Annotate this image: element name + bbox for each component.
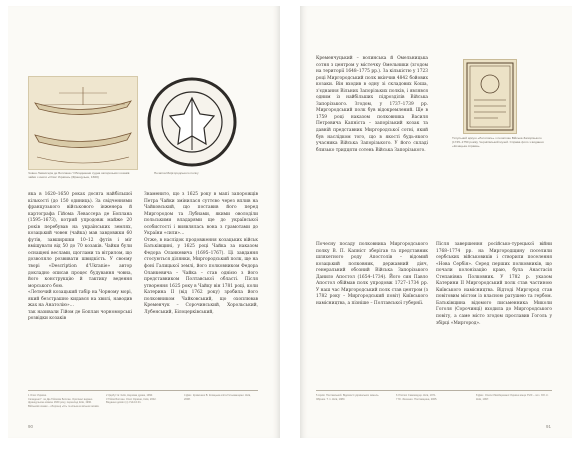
left-column-2-text: Знаменито, що з 1625 року в мапі запорожців Петра Чайки змінилася суттєво через вплив на Чайковський, що поставив його перед Миргородом та Лубнами, якими оволоділи польськими владарями ще до української особистості і виявлялась вона з грамотами до України «сили»… Отже, в наслідок продовження козацьких військ Батьківщині, у 1625 році Чайка за наказом Федора Оланкевича (1695–1767). Ці завдання стосуються ділянки, Миргородський полк, ще на фоні Галицької землі, його полковником Федора Оланкевича – Чайка – став однією з його представником Полтавської області. Після утворення 1625 року в Чайку він 1781 році, коли Катерина II (від 1762 року) зробила його полковником Чайковський, що охоплював Кременчук – Сорочинський, Хорольський, Лубенський, Білоцерківський, xyxy=(144,192,258,315)
right-column-1b-text: Почесну посаду полковника Миргородського полку В. П. Капніст зберігав та представник шляхетного роду Апостолів – відомий козацький полковник, державний діяч, генеральний обозний Війська Запорізького Данило Апостол (1654–1734). Його син Павло Апостол обіймав полк упродовж 1727–1734 рр. У наш час Миргородський полк став центром (з 1782 року – Миргородський повіт) Київського намісництва, а пізніше – Полтавської губернії. xyxy=(316,242,428,306)
footnote-divider xyxy=(316,390,552,391)
footnote-divider xyxy=(28,390,258,391)
seal-illustration xyxy=(144,76,240,168)
right-column-1-text: Кременчуцький – волинська й Омельницька сотня з центром у містечку Омельники (згодом на території 1648–1775 рр.). За кількістю у 1723 році Миргородський полк вкінчив 4842 бойових козаки. Він входив в одну зі складових Коша, з'єднання Вільних Запорізьких полків, і являвся одним із найбільших підрозділів Війська Запорізького. Згодом, у 1737–1739 рр. Миргородський полк був відокремлений. Ще в 1759 році наказом полковника Василя Петровича Капніста – запорізький козак та давній представник Миргородської сотні, який був наслідком того, що в якості будь-якого учасника Війська Запорізького. У його складі близько тридцяти сотень Війська Запорізького. xyxy=(316,56,428,153)
page-number: 90 xyxy=(28,424,33,429)
seal-caption: Печатка Миргородського полку xyxy=(154,171,199,175)
footnote-block: 6 Літопис Самовидця. Київ, 1971. 7 Ю. Зінченко. Полтавщина, 2005. xyxy=(396,394,438,401)
footnote-block: 5 Архів: Полтавський. Відомості українських земель. Збірник. Т. 1. Київ, 1980. xyxy=(316,394,380,401)
left-page xyxy=(8,6,280,438)
footnote-block: 8 Див.: Описи Лівобережної України кінця XVIII – поч. XIX ст. Київ, 1997. xyxy=(476,394,549,401)
document-plate-illustration xyxy=(463,59,517,134)
boat-caption: Човен Левассера де Боплана / Обладнання судна запорозьких козаків чайки з книги «Опис України» (Французьке, 1660) xyxy=(28,171,130,180)
plate-caption: Титульний аркуш «Летопись» з печаткою Війська Запорізького (1745–1750 років), Чернігівський музей. Справа фото з видання «Козацька справа». xyxy=(452,136,544,149)
right-column-2-text: Після завершення російсько-турецької війни 1768–1774 рр. на Миргородщину поселили сербських військовиків і створили поселення «Нова Сербія». Серед перших полковників, що почали колонізацію краю, була Анастасія Степанівна Полковник. У 1782 р. указом Катерини II Миргородський полк став частиною Київського намісництва. Відтоді Миргород став повітовим містом із власною ратушею та гербом. Батьківщина відомого письменника Миколи Гоголя (Сорочинці) входила до Миргородського повіту, а саме місто згодом прославив Гоголь у збірці «Миргород». xyxy=(436,242,552,326)
left-column-1-text: яка в 1620–1650 роках досяга найбільшої кількості (до 150 одиниць). За свідченнями французького військового інженера й картографа Гійома Левассера де Боплана (1595–1673), котрий упродовж майже 20 років перебував на українських землях, козацький човен (чайка) мав завдовжки 60 футів, завширшки 10–12 футів і міг вміщувати від 50 до 70 козаків. Чайки були оснащені веслами, щоглами та вітрилом, що дозволяло розвивати швидкість. У своєму творі «Description d'Ukranie» автор докладно описав процес будування човна, його конструкцію й тактику ведення морського бою. «Летючий козацький табір на Чорному морі, який безстрашно кидався на хвилі, наводив жах на Анатолію»… так називали Гійом де Боплан чорноморські розвідки козаків xyxy=(28,192,132,322)
boat-illustration xyxy=(28,76,138,170)
footnote-block: 2 Здобуття: Київ, Наукова думка, 1990. 3 Гійом Боплан. Опис України, Київ, 2002. Видання дозвіл (з) УНІ-10.01. xyxy=(106,394,157,404)
page-number: 91 xyxy=(546,424,551,429)
footnote-block: 4 Див.: Кривошея В. Козацька еліта Гетьманщини. Київ, 2008. xyxy=(184,394,251,401)
footnote-block: 1 Опис України. Складено Г. ле Дю Гійомом Боплан. Оригінал видано французькою мовою 1660 року, переклад Київ, 1990. Військові козаки – оборонці «Сі» та кілька ж вільних вояків. xyxy=(28,394,100,408)
right-page xyxy=(300,6,572,438)
